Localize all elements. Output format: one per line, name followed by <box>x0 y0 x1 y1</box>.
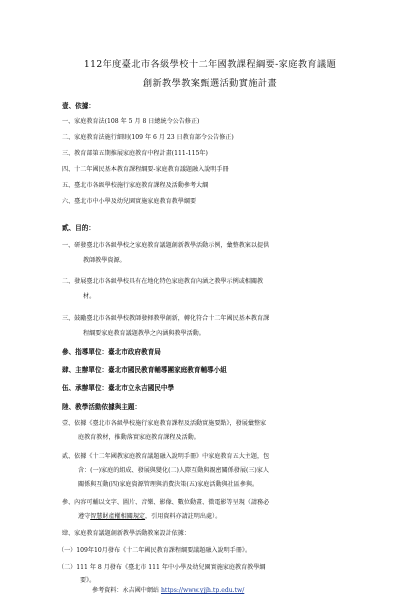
section-purpose-heading: 貳、目的： <box>62 224 95 232</box>
section-basis-heading: 壹、依據： <box>62 102 95 110</box>
activity-para-line: （二）111 年 8 月發布《臺北市 111 年中小學及幼兒園實施家庭教育教學綱 <box>58 564 266 571</box>
ip-rights-underline: 智慧財產權相關規定 <box>90 513 146 520</box>
reference-label: 參考資料：永吉國中網站 <box>92 587 160 594</box>
purpose-item-line: 程綱要家庭教育議題教學之內涵與教學活動。 <box>83 330 205 337</box>
basis-item: 三、教育部第五期推展家庭教育中程計畫(111-115年) <box>62 150 208 157</box>
activity-para-line: 壹、依據《臺北市各級學校施行家庭教育課程及活動實施要點》，發展彙整家 <box>62 420 267 427</box>
section-activity-heading: 陸、教學活動依據與主題： <box>62 403 142 411</box>
document-title-line2: 創新教學教案甄選活動實施計畫 <box>142 78 278 89</box>
section-organizer: 肆、主辦單位：臺北市國民教育輔導團家庭教育輔導小組 <box>62 366 227 374</box>
basis-item: 六、臺北市中小學及幼兒園實施家庭教育教學綱要 <box>62 198 197 205</box>
purpose-item-line: 三、鼓勵臺北市各級學校教師發揮教學創新，轉化符合十二年國民基本教育課 <box>62 315 270 322</box>
reference-link[interactable]: https://www.yjjh.tp.edu.tw/ <box>160 587 245 594</box>
reference-line <box>92 585 244 594</box>
activity-para-line: 含：(一)家庭的組成、發展與變化(二)人際互動與親密關係發展(三)家人 <box>78 467 269 474</box>
activity-para-line: 肆、家庭教育議題創新教學活動教案設計依據： <box>62 530 190 537</box>
activity-para-line: 貳、依據《十二年國教家庭教育議題融入說明手冊》中家庭教育五大主題，包 <box>62 453 270 460</box>
basis-item: 一、家庭教育法(108 年 5 月 8 日總統令公告修正) <box>62 118 200 125</box>
purpose-item-line: 教師教學資源。 <box>83 257 126 264</box>
basis-item: 四、十二年國民基本教育課程綱要-家庭教育議題融入說明手冊 <box>62 166 229 173</box>
purpose-item-line: 一、研發臺北市各級學校之家庭教育議題創新教學活動示例，彙整教案以提供 <box>62 242 270 249</box>
basis-item: 二、家庭教育法施行細則(109 年 6 月 23 日教育部令公告修正) <box>62 134 234 141</box>
purpose-item-line: 材。 <box>83 293 96 300</box>
activity-para-line: 參、內容可輔以文字、圖片、音樂、影像、數位動畫、微電影等呈現（請務必 <box>62 499 270 506</box>
basis-item: 五、臺北市各級學校施行家庭教育課程及活動參考大綱 <box>62 182 209 189</box>
activity-para-line: 庭教育教材，推動落實家庭教育課程及活動。 <box>78 434 200 441</box>
activity-para-line: （一）109年10月發布《十二年國民教育課程綱要議題融入說明手冊》。 <box>58 547 252 554</box>
document-title-line1: 112年度臺北市各級學校十二年國教課程綱要-家庭教育議題 <box>83 59 337 70</box>
section-supervisor: 參、指導單位：臺北市政府教育局 <box>62 348 161 356</box>
activity-para-line: 要》。 <box>80 577 96 584</box>
section-executor: 伍、承辦單位：臺北市立永吉國民中學 <box>62 384 175 392</box>
purpose-item-line: 二、發展臺北市各級學校具有在地化特色家庭教育內涵之教學示例或相關教 <box>62 278 264 285</box>
activity-para-line: 關係與互動(四)家庭資源管理與消費決策(五)家庭活動與社區參與。 <box>78 481 259 488</box>
activity-para-line: 遵守智慧財產權相關規定，引用資料亦請註明出處）。 <box>78 513 222 520</box>
